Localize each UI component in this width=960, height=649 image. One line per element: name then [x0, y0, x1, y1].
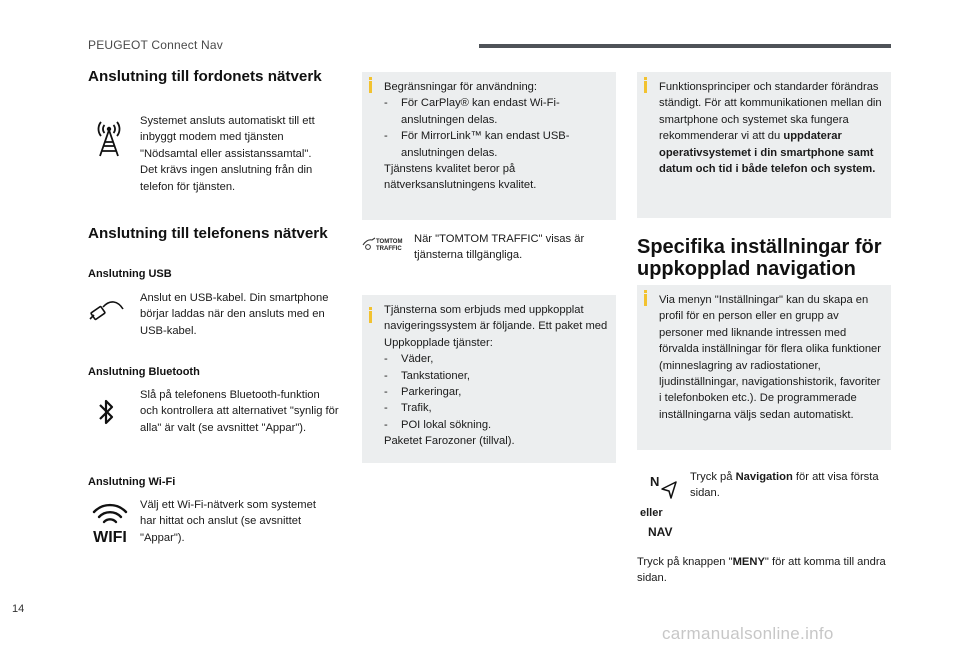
info-icon — [644, 294, 647, 306]
services-footer: Paketet Farozoner (tillval). — [384, 435, 515, 448]
service-item: - Väder, — [384, 351, 609, 367]
heading-vehicle-network: Anslutning till fordonets nätverk — [88, 68, 322, 85]
limitation-item: - För MirrorLink™ kan endast USB-anslutningen delas. — [384, 128, 606, 161]
heading-connected-navigation: Specifika inställningar för uppkopplad navigation — [637, 236, 882, 280]
svg-text:WIFI: WIFI — [93, 529, 127, 544]
wifi-text: Välj ett Wi-Fi-nätverk som systemet har hittat och anslut (se avsnittet "Appar"). — [140, 499, 316, 544]
tomtom-traffic-icon — [362, 236, 410, 252]
info-icon — [369, 311, 372, 323]
menu-instruction: Tryck på knappen "MENY" för att komma till andra sidan. — [637, 556, 886, 585]
bluetooth-label: Anslutning Bluetooth — [88, 366, 200, 378]
bluetooth-text: Slå på telefonens Bluetooth-funktion och kontrollera att alternativet "synlig för alla" är valt (se avsnittet "Appar"). — [140, 389, 339, 434]
svg-text:TOMTOM: TOMTOM — [376, 239, 403, 245]
info-box-standards — [637, 72, 891, 218]
info-icon — [369, 81, 372, 93]
wifi-icon — [88, 500, 132, 544]
services-intro: Tjänsterna som erbjuds med uppkopplat navigeringssystem är följande. Ett paket med Uppkopplade tjänster: — [384, 304, 608, 349]
usb-label: Anslutning USB — [88, 268, 172, 280]
antenna-icon — [92, 116, 126, 158]
usb-cable-icon — [88, 295, 128, 325]
navigation-instruction: Tryck på Navigation för att visa första sidan. — [690, 471, 879, 500]
wifi-label: Anslutning Wi-Fi — [88, 476, 176, 488]
limitations-footer: Tjänstens kvalitet beror på nätverksanslutningens kvalitet. — [384, 163, 537, 192]
bluetooth-icon — [97, 396, 117, 428]
info-box-limitations — [362, 72, 616, 220]
standards-text: Funktionsprinciper och standarder förändras ständigt. För att kommunikationen mellan din smartphone och systemet ska fungera rekommenderar vi att du uppdaterar operativsystemet i din smartphone samt datum och tid i både telefon och system. — [659, 81, 882, 176]
header-rule — [479, 44, 891, 48]
usb-text: Anslut en USB-kabel. Din smartphone börjar laddas när den ansluts med en USB-kabel. — [140, 292, 329, 337]
info-icon — [644, 81, 647, 93]
heading-phone-network: Anslutning till telefonens nätverk — [88, 225, 328, 242]
service-item: - Trafik, — [384, 400, 609, 416]
nav-button-icon: N eller NAV — [640, 470, 680, 540]
service-item: - Tankstationer, — [384, 368, 609, 384]
settings-text: Via menyn "Inställningar" kan du skapa en profil för en person eller en grupp av personer med liknande intressen med förvalda inställningar för flera olika funktioner (minneslagring av radiostationer, ljudinställningar, navigationshistorik, favoriter i telefonboken etc.). De programmerade inställningarna väljs sedan automatiskt. — [659, 294, 882, 421]
limitations-title: Begränsningar för användning: — [384, 81, 538, 93]
vehicle-network-text: Systemet ansluts automatiskt till ett inbyggt modem med tjänsten "Nödsamtal eller assistanssamtal". Det krävs ingen anslutning från din telefon för tjänsten. — [140, 115, 315, 193]
info-box-settings — [637, 285, 891, 450]
running-header: PEUGEOT Connect Nav — [88, 38, 223, 52]
service-item: - Parkeringar, — [384, 384, 609, 400]
watermark: carmanualsonline.info — [662, 624, 834, 643]
page-number: 14 — [12, 603, 25, 615]
service-item: - POI lokal sökning. — [384, 417, 609, 433]
info-box-services — [362, 295, 616, 463]
tomtom-text: När "TOMTOM TRAFFIC" visas är tjänsterna tillgängliga. — [414, 233, 585, 262]
limitation-item: - För CarPlay® kan endast Wi-Fi-anslutningen delas. — [384, 95, 606, 128]
svg-text:TRAFFIC: TRAFFIC — [376, 246, 402, 252]
